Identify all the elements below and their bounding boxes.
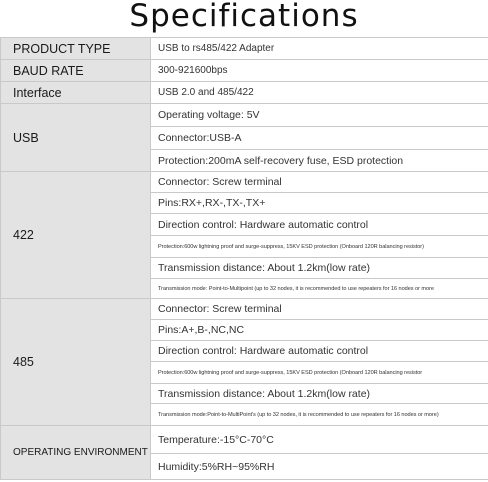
table-row [1, 82, 488, 104]
row-label-usb: USB [1, 104, 151, 172]
table-row [1, 60, 488, 82]
422-item: Connector: Screw terminal [151, 172, 488, 193]
422-item: Protection:600w lightning proof and surge-suppress, 15KV ESD protection (Onboard 120R balancing resistor) [151, 236, 488, 258]
table-row [1, 38, 488, 60]
485-item: Transmission mode:Point-to-MultiPoint's (up to 32 nodes, it is recommended to use repeaters for 16 nodes or more) [151, 404, 488, 426]
environment-item: Temperature:-15°C-70°C [151, 426, 488, 454]
485-item: Pins:A+,B-,NC,NC [151, 320, 488, 341]
485-item: Connector: Screw terminal [151, 299, 488, 320]
page-title: Specifications [129, 0, 359, 34]
485-item: Transmission distance: About 1.2km(low rate) [151, 384, 488, 404]
table-row [1, 172, 488, 193]
422-item: Pins:RX+,RX-,TX-,TX+ [151, 193, 488, 214]
usb-item: Operating voltage: 5V [151, 104, 488, 127]
row-label-interface: Interface [1, 82, 151, 104]
row-label-422: 422 [1, 172, 151, 299]
422-item: Direction control: Hardware automatic control [151, 214, 488, 236]
usb-item: Protection:200mA self-recovery fuse, ESD protection [151, 150, 488, 172]
row-value-baud-rate: 300-921600bps [151, 60, 488, 82]
usb-item: Connector:USB-A [151, 127, 488, 150]
485-item: Direction control: Hardware automatic control [151, 341, 488, 362]
row-label-485: 485 [1, 299, 151, 426]
table-row [1, 426, 488, 454]
environment-item: Humidity:5%RH~95%RH [151, 454, 488, 480]
row-label-product-type: PRODUCT TYPE [1, 38, 151, 60]
422-item: Transmission mode: Point-to-Multipoint (up to 32 nodes, it is recommended to use repeaters for 16 nodes or more [151, 279, 488, 299]
table-row [1, 299, 488, 320]
422-item: Transmission distance: About 1.2km(low rate) [151, 258, 488, 279]
row-value-interface: USB 2.0 and 485/422 [151, 82, 488, 104]
485-item: Protection:600w lightning proof and surge-suppress, 15KV ESD protection (Onboard 120R balancing resistor [151, 362, 488, 384]
specifications-table [0, 37, 488, 480]
row-label-environment: OPERATING ENVIRONMENT [1, 426, 151, 480]
table-row [1, 104, 488, 127]
row-label-baud-rate: BAUD RATE [1, 60, 151, 82]
row-value-product-type: USB to rs485/422 Adapter [151, 38, 488, 60]
